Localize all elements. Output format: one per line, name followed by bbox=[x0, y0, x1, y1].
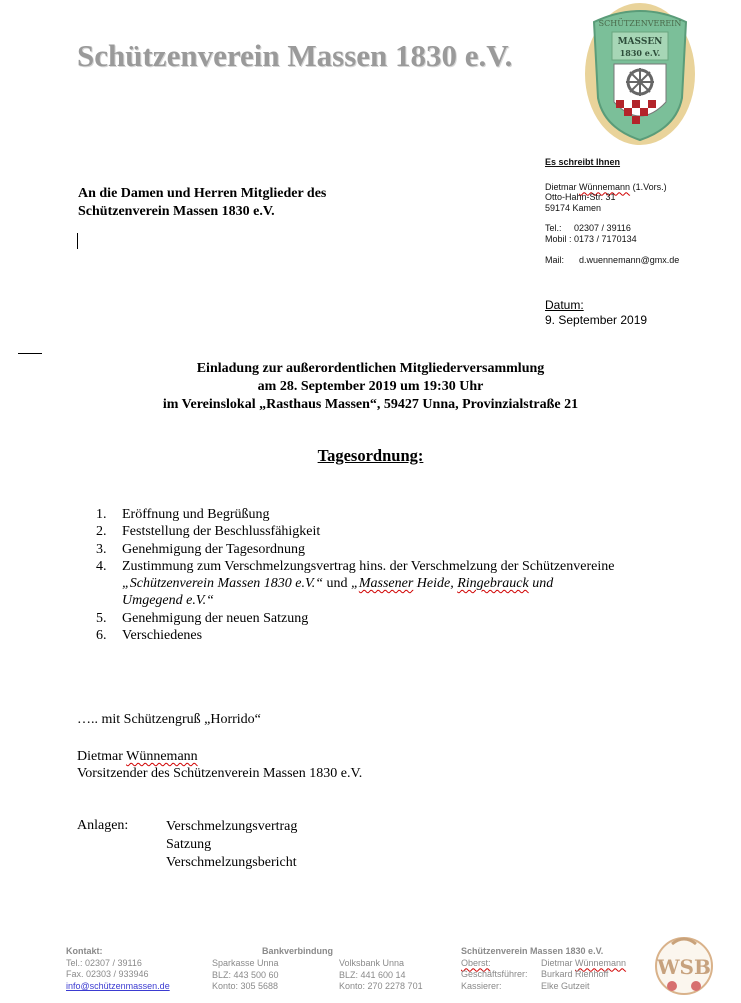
agenda-list bbox=[96, 506, 692, 644]
footer-bank-2: Volksbank Unna BLZ: 441 600 14 Konto: 270 2278 701 bbox=[339, 958, 423, 992]
sender-tel-label: Tel.: bbox=[545, 223, 562, 234]
wsb-seal-icon bbox=[652, 930, 716, 998]
footer-contact-fax: Fax. 02303 / 933946 bbox=[66, 969, 149, 980]
crest-lettering-top: SCHÜTZENVEREIN bbox=[598, 19, 682, 28]
invitation-line-1: Einladung zur außerordentlichen Mitgliederversammlung bbox=[196, 361, 545, 376]
text-cursor bbox=[77, 233, 78, 249]
footer-contact-heading: Kontakt: bbox=[66, 946, 103, 956]
crest-lettering-name: MASSEN bbox=[617, 37, 663, 47]
sender-tel bbox=[545, 223, 679, 234]
sender-city: 59174 Kamen bbox=[545, 202, 602, 213]
list-item: Verschmelzungsvertrag bbox=[166, 819, 298, 834]
date-label: Datum: bbox=[545, 298, 584, 312]
list-item: 4. Zustimmung zum Verschmelzungsvertrag hins. der Verschmelzung der Schützenvereine „Schützenverein Massen 1830 e.V.“ und „Massener Heide, Ringebrauck und Umgegend e.V.“ bbox=[96, 558, 615, 609]
sender-heading: Es schreibt Ihnen bbox=[545, 157, 621, 167]
sender-block bbox=[545, 157, 679, 265]
signature-block bbox=[77, 749, 362, 782]
attachments-label: Anlagen: bbox=[77, 818, 129, 833]
recipient-line-2: Schützenverein Massen 1830 e.V. bbox=[78, 204, 275, 219]
sender-last-name: Wünnemann bbox=[579, 181, 631, 192]
signature-role: Vorsitzender des Schützenverein Massen 1830 e.V. bbox=[77, 765, 363, 781]
list-item: 5. Genehmigung der neuen Satzung bbox=[96, 610, 309, 626]
sender-name bbox=[545, 182, 679, 193]
agenda-item-4-quote-2: „Massener Heide, Ringebrauck und bbox=[351, 576, 554, 592]
list-item: Satzung bbox=[166, 837, 212, 852]
footer-club-row: Geschäftsführer: Burkard Rienhoff bbox=[461, 969, 609, 980]
sender-mail bbox=[545, 255, 679, 266]
agenda-item-4-quote-1: „Schützenverein Massen 1830 e.V.“ bbox=[122, 576, 324, 592]
footer-club-row: Kassierer: Elke Gutzeit bbox=[461, 980, 590, 991]
footer-club-row: Oberst: Dietmar Wünnemann bbox=[461, 957, 627, 968]
footer-contact-tel: Tel.: 02307 / 39116 bbox=[66, 957, 142, 968]
list-item: Verschmelzungsbericht bbox=[166, 855, 297, 870]
recipient-block bbox=[78, 185, 326, 221]
footer-bank-heading: Bankverbindung bbox=[262, 946, 334, 956]
sender-street: Otto-Hahn-Str. 31 bbox=[545, 192, 616, 203]
footer-email-link[interactable]: info@schützenmassen.de bbox=[66, 980, 170, 991]
date-block bbox=[545, 298, 647, 328]
club-crest-icon bbox=[584, 2, 696, 148]
list-item: 1. Eröffnung und Begrüßung bbox=[96, 507, 270, 522]
invitation-line-3: im Vereinslokal „Rasthaus Massen“, 59427 Unna, Provinzialstraße 21 bbox=[162, 397, 579, 412]
footer-bank-1: Sparkasse Unna BLZ: 443 500 60 Konto: 305 5688 bbox=[212, 958, 279, 992]
sender-mail-value[interactable]: d.wuennemann@gmx.de bbox=[579, 254, 680, 265]
fold-mark bbox=[18, 353, 42, 354]
sender-mobil-value: 0173 / 7170134 bbox=[574, 233, 637, 244]
invitation-heading bbox=[0, 360, 741, 414]
sender-role: (1.Vors.) bbox=[632, 181, 667, 192]
sender-mobil-label: Mobil : bbox=[545, 233, 572, 244]
sender-mobil bbox=[545, 234, 679, 245]
agenda-item-4-quote-2-end: Umgegend e.V.“ bbox=[122, 593, 214, 609]
footer-contact bbox=[66, 946, 170, 992]
list-item: 2. Feststellung der Beschlussfähigkeit bbox=[96, 524, 321, 540]
footer-club-heading: Schützenverein Massen 1830 e.V. bbox=[461, 946, 604, 956]
agenda-item-4-text: Zustimmung zum Verschmelzungsvertrag hins. der Verschmelzung der Schützenvereine bbox=[122, 558, 615, 574]
closing-greeting: ….. mit Schützengruß „Horrido“ bbox=[77, 712, 261, 727]
sender-tel-value: 02307 / 39116 bbox=[574, 223, 631, 234]
letterhead-title: Schützenverein Massen 1830 e.V. bbox=[77, 38, 513, 73]
date-value: 9. September 2019 bbox=[545, 313, 648, 327]
footer-club bbox=[461, 946, 626, 992]
sender-first-name: Dietmar bbox=[545, 181, 577, 192]
list-item: 3. Genehmigung der Tagesordnung bbox=[96, 541, 306, 557]
agenda-item-4-and: und bbox=[326, 576, 348, 592]
recipient-line-1: An die Damen und Herren Mitglieder des bbox=[78, 186, 327, 201]
invitation-line-2: am 28. September 2019 um 19:30 Uhr bbox=[257, 379, 484, 394]
sender-mail-label: Mail: bbox=[545, 254, 565, 265]
agenda-title: Tagesordnung: bbox=[317, 446, 424, 465]
seal-lettering: WSB bbox=[657, 955, 711, 979]
signature-name: Dietmar Wünnemann bbox=[77, 749, 198, 764]
crest-lettering-year: 1830 e.V. bbox=[619, 48, 661, 58]
list-item: 6. Verschiedenes bbox=[96, 628, 203, 644]
attachments-list bbox=[166, 818, 297, 872]
